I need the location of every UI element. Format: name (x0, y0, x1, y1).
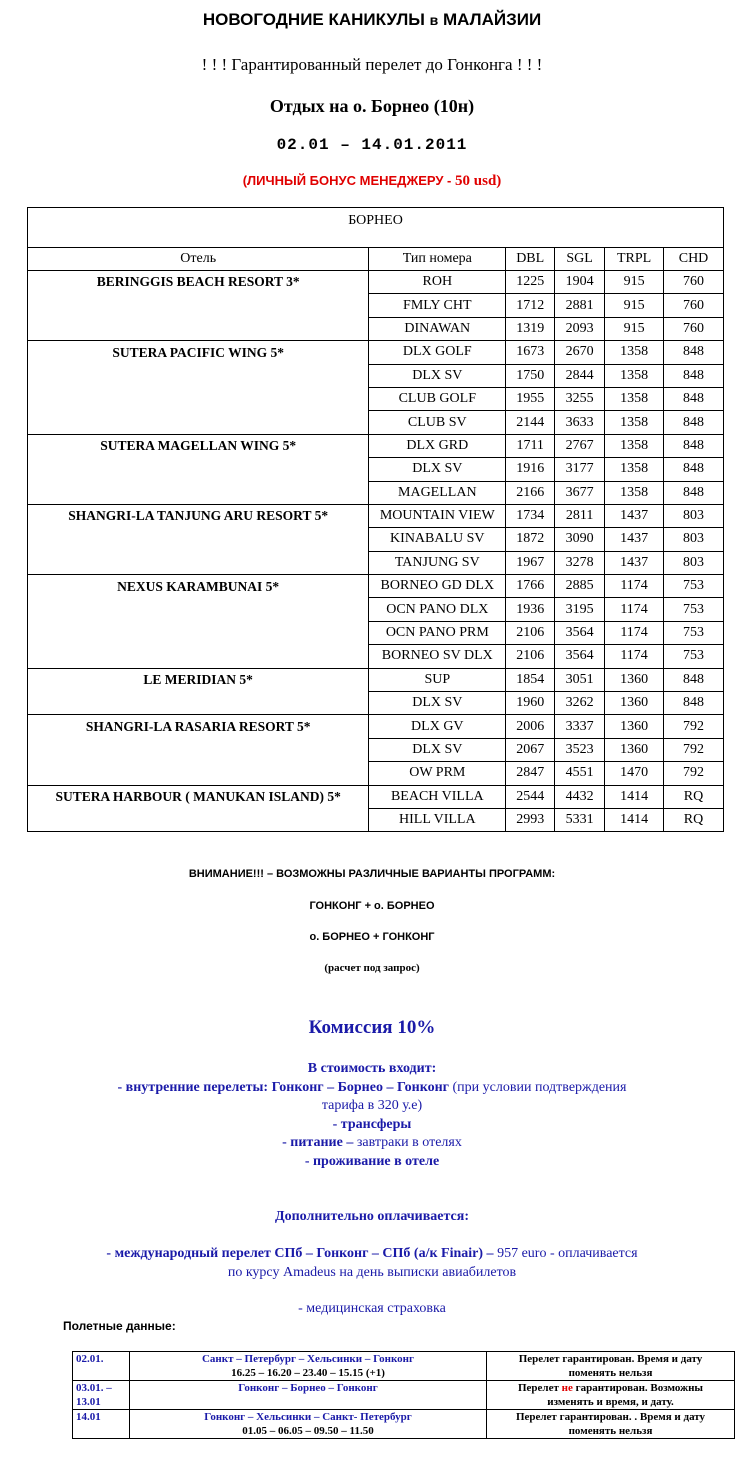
flights-table (72, 1351, 735, 1439)
flight-status (487, 1381, 735, 1410)
table-row (28, 762, 724, 785)
dbl-price-cell: 1712 (506, 294, 555, 317)
includes-item-flights-line2: тарифа в 320 у.е) (321, 1098, 423, 1113)
chd-price-cell: 848 (664, 481, 724, 504)
chd-price-cell: RQ (664, 785, 724, 808)
hotel-cell (28, 621, 369, 644)
flight-status-negation: не (561, 1382, 573, 1394)
room-type-cell: DLX SV (369, 364, 506, 387)
sgl-price-cell: 2670 (555, 341, 605, 364)
region-name: БОРНЕО (28, 208, 724, 248)
extras-item-intl-flight-line2: по курсу Amadeus на день выписки авиабилетов (227, 1264, 517, 1280)
hotel-cell (28, 411, 369, 434)
dbl-price-cell: 2006 (506, 715, 555, 738)
extras-item-intl-flight (0, 1245, 744, 1264)
room-type-cell: FMLY CHT (369, 294, 506, 317)
tour-heading: Отдых на о. Борнео (10н) (269, 96, 475, 116)
hotel-cell (28, 692, 369, 715)
sgl-price-cell: 2767 (555, 434, 605, 457)
flight-status-line2: изменять и время, и дату. (547, 1396, 674, 1408)
flight-route-name: Санкт – Петербург – Хельсинки – Гонконг (201, 1353, 414, 1365)
room-type-cell: DLX GRD (369, 434, 506, 457)
flight-row (73, 1381, 735, 1410)
sgl-price-cell: 3633 (555, 411, 605, 434)
table-header-row (28, 248, 724, 271)
dbl-price-cell: 1673 (506, 341, 555, 364)
trpl-price-cell: 1414 (605, 785, 664, 808)
column-header-sgl: SGL (555, 248, 605, 271)
sgl-price-cell: 3051 (555, 668, 605, 691)
hotel-cell (28, 528, 369, 551)
notice-line-3: о. БОРНЕО + ГОНКОНГ (309, 931, 435, 943)
includes-item-transfers: - трансферы (332, 1116, 412, 1132)
room-type-cell: OW PRM (369, 762, 506, 785)
trpl-price-cell: 1470 (605, 762, 664, 785)
hotel-cell (28, 598, 369, 621)
trpl-price-cell: 1360 (605, 692, 664, 715)
trpl-price-cell: 1437 (605, 528, 664, 551)
hotel-cell (28, 458, 369, 481)
flight-times: 01.05 – 06.05 – 09.50 – 11.50 (242, 1425, 374, 1437)
room-type-cell: BEACH VILLA (369, 785, 506, 808)
table-row (28, 481, 724, 504)
commission: Комиссия 10% (308, 1017, 436, 1038)
chd-price-cell: 848 (664, 387, 724, 410)
hotel-cell (28, 762, 369, 785)
table-row (28, 364, 724, 387)
table-row (28, 528, 724, 551)
includes-item-flights-bold: - внутренние перелеты: Гонконг – Борнео – Гонконг (117, 1079, 450, 1095)
flight-status-line1 (490, 1352, 731, 1366)
trpl-price-cell: 1358 (605, 481, 664, 504)
sgl-price-cell: 3278 (555, 551, 605, 574)
manager-bonus (0, 173, 744, 190)
chd-price-cell: 848 (664, 341, 724, 364)
tour-dates: 02.01 – 14.01.2011 (276, 136, 468, 154)
room-type-cell: DLX GOLF (369, 341, 506, 364)
flight-route (130, 1410, 487, 1439)
hotel-cell (28, 738, 369, 761)
flight-status-line1 (490, 1381, 731, 1395)
extras-item-insurance: - медицинская страховка (298, 1301, 446, 1316)
table-row (28, 668, 724, 691)
trpl-price-cell: 1174 (605, 598, 664, 621)
includes-item-meals-bold: - питание – (282, 1135, 354, 1150)
trpl-price-cell: 1174 (605, 575, 664, 598)
hotel-cell: BERINGGIS BEACH RESORT 3* (28, 271, 369, 294)
chd-price-cell: 792 (664, 715, 724, 738)
hotel-cell (28, 481, 369, 504)
hotel-cell: SUTERA HARBOUR ( MANUKAN ISLAND) 5* (28, 785, 369, 808)
includes-item-accommodation: - проживание в отеле (304, 1153, 440, 1169)
chd-price-cell: 803 (664, 551, 724, 574)
room-type-cell: DLX SV (369, 692, 506, 715)
sgl-price-cell: 3255 (555, 387, 605, 410)
includes-item-flights (0, 1079, 744, 1098)
dbl-price-cell: 2106 (506, 645, 555, 668)
flight-status-text: Перелет (517, 1382, 562, 1394)
sgl-price-cell: 4432 (555, 785, 605, 808)
includes-title: В стоимость входит: (307, 1061, 437, 1076)
room-type-cell: CLUB SV (369, 411, 506, 434)
hotel-cell: SHANGRI-LA RASARIA RESORT 5* (28, 715, 369, 738)
includes-item-meals-rest: завтраки в отелях (353, 1135, 462, 1150)
chd-price-cell: 760 (664, 294, 724, 317)
trpl-price-cell: 1358 (605, 341, 664, 364)
chd-price-cell: 848 (664, 364, 724, 387)
region-row (28, 208, 724, 248)
column-header-room: Тип номера (369, 248, 506, 271)
trpl-price-cell: 915 (605, 294, 664, 317)
sgl-price-cell: 3090 (555, 528, 605, 551)
flight-status-line2: поменять нельзя (568, 1367, 653, 1379)
hotel-cell: LE MERIDIAN 5* (28, 668, 369, 691)
chd-price-cell: 803 (664, 504, 724, 527)
hotel-cell (28, 808, 369, 831)
trpl-price-cell: 1174 (605, 621, 664, 644)
bonus-amount: 50 usd) (455, 173, 502, 189)
flight-date: 14.01 (73, 1410, 130, 1439)
chd-price-cell: 848 (664, 434, 724, 457)
flight-times: 16.25 – 16.20 – 23.40 – 15.15 (+1) (231, 1367, 385, 1379)
extras-title (0, 1208, 744, 1227)
dbl-price-cell: 2106 (506, 621, 555, 644)
sgl-price-cell: 3195 (555, 598, 605, 621)
flight-status-text: Перелет гарантирован. . Время и дату (515, 1411, 706, 1423)
hotel-cell: NEXUS KARAMBUNAI 5* (28, 575, 369, 598)
page-title (0, 10, 744, 30)
sgl-price-cell: 2881 (555, 294, 605, 317)
dbl-price-cell: 1734 (506, 504, 555, 527)
sgl-price-cell: 4551 (555, 762, 605, 785)
room-type-cell: MAGELLAN (369, 481, 506, 504)
column-header-chd: CHD (664, 248, 724, 271)
sgl-price-cell: 3337 (555, 715, 605, 738)
chd-price-cell: 753 (664, 575, 724, 598)
dbl-price-cell: 2144 (506, 411, 555, 434)
sgl-price-cell: 3523 (555, 738, 605, 761)
sgl-price-cell: 2885 (555, 575, 605, 598)
bonus-text: (ЛИЧНЫЙ БОНУС МЕНЕДЖЕРУ - (242, 173, 452, 188)
table-row (28, 387, 724, 410)
dbl-price-cell: 1766 (506, 575, 555, 598)
room-type-cell: CLUB GOLF (369, 387, 506, 410)
hotel-cell (28, 645, 369, 668)
table-row (28, 785, 724, 808)
hotel-cell (28, 294, 369, 317)
dbl-price-cell: 2166 (506, 481, 555, 504)
trpl-price-cell: 1358 (605, 387, 664, 410)
sgl-price-cell: 2811 (555, 504, 605, 527)
table-row (28, 434, 724, 457)
hotel-cell (28, 387, 369, 410)
trpl-price-cell: 1360 (605, 738, 664, 761)
room-type-cell: DINAWAN (369, 317, 506, 340)
trpl-price-cell: 1358 (605, 458, 664, 481)
chd-price-cell: 848 (664, 458, 724, 481)
includes-item-meals (0, 1134, 744, 1153)
table-row (28, 411, 724, 434)
trpl-price-cell: 1360 (605, 715, 664, 738)
flight-row (73, 1352, 735, 1381)
chd-price-cell: 753 (664, 621, 724, 644)
sgl-price-cell: 3564 (555, 645, 605, 668)
trpl-price-cell: 1174 (605, 645, 664, 668)
dbl-price-cell: 2067 (506, 738, 555, 761)
table-row (28, 621, 724, 644)
title-country: МАЛАЙЗИИ (443, 10, 542, 29)
table-row (28, 504, 724, 527)
table-row (28, 575, 724, 598)
chd-price-cell: 792 (664, 762, 724, 785)
chd-price-cell: 760 (664, 317, 724, 340)
chd-price-cell: 792 (664, 738, 724, 761)
room-type-cell: TANJUNG SV (369, 551, 506, 574)
subtitle: ! ! ! Гарантированный перелет до Гонконга ! ! ! (201, 55, 543, 74)
trpl-price-cell: 1437 (605, 504, 664, 527)
notice-line-1: ВНИМАНИЕ!!! – ВОЗМОЖНЫ РАЗЛИЧНЫЕ ВАРИАНТЫ ПРОГРАММ: (188, 868, 556, 880)
extras-title-text: Дополнительно оплачивается: (274, 1209, 469, 1224)
room-type-cell: HILL VILLA (369, 808, 506, 831)
flight-status-text: Перелет гарантирован. Время и дату (518, 1353, 703, 1365)
hotel-cell: SHANGRI-LA TANJUNG ARU RESORT 5* (28, 504, 369, 527)
dbl-price-cell: 1854 (506, 668, 555, 691)
trpl-price-cell: 1358 (605, 434, 664, 457)
sgl-price-cell: 3677 (555, 481, 605, 504)
dbl-price-cell: 2847 (506, 762, 555, 785)
room-type-cell: KINABALU SV (369, 528, 506, 551)
price-table (27, 207, 724, 832)
flight-route-name: Гонконг – Хельсинки – Санкт- Петербург (204, 1411, 412, 1423)
trpl-price-cell: 1358 (605, 411, 664, 434)
notice-line-4: (расчет под запрос) (324, 962, 420, 974)
hotel-cell (28, 551, 369, 574)
table-row (28, 598, 724, 621)
room-type-cell: DLX SV (369, 458, 506, 481)
sgl-price-cell: 3177 (555, 458, 605, 481)
dbl-price-cell: 2544 (506, 785, 555, 808)
sgl-price-cell: 3262 (555, 692, 605, 715)
room-type-cell: BORNEO SV DLX (369, 645, 506, 668)
dbl-price-cell: 1319 (506, 317, 555, 340)
flight-status-text-cont: гарантирован. Возможны (572, 1382, 704, 1394)
extras-section (0, 1245, 744, 1319)
hotel-cell: SUTERA PACIFIC WING 5* (28, 341, 369, 364)
table-row (28, 645, 724, 668)
sgl-price-cell: 5331 (555, 808, 605, 831)
dbl-price-cell: 1967 (506, 551, 555, 574)
dbl-price-cell: 1916 (506, 458, 555, 481)
trpl-price-cell: 1360 (605, 668, 664, 691)
title-main: НОВОГОДНИЕ КАНИКУЛЫ (202, 10, 425, 29)
room-type-cell: ROH (369, 271, 506, 294)
dbl-price-cell: 1960 (506, 692, 555, 715)
table-row (28, 692, 724, 715)
column-header-trpl: TRPL (605, 248, 664, 271)
flight-date: 02.01. (73, 1352, 130, 1381)
table-row (28, 738, 724, 761)
trpl-price-cell: 1358 (605, 364, 664, 387)
table-row (28, 808, 724, 831)
chd-price-cell: 848 (664, 692, 724, 715)
flights-label: Полетные данные: (63, 1319, 176, 1333)
trpl-price-cell: 915 (605, 317, 664, 340)
room-type-cell: SUP (369, 668, 506, 691)
dbl-price-cell: 1750 (506, 364, 555, 387)
includes-section (0, 1060, 744, 1171)
dbl-price-cell: 1225 (506, 271, 555, 294)
dbl-price-cell: 1955 (506, 387, 555, 410)
flight-status-line1 (490, 1410, 731, 1424)
notice-line-2: ГОНКОНГ + о. БОРНЕО (309, 900, 435, 912)
room-type-cell: OCN PANO PRM (369, 621, 506, 644)
hotel-cell: SUTERA MAGELLAN WING 5* (28, 434, 369, 457)
extras-item-intl-flight-rest: 957 euro - оплачивается (493, 1246, 638, 1261)
sgl-price-cell: 1904 (555, 271, 605, 294)
flight-route-name: Гонконг – Борнео – Гонконг (238, 1382, 378, 1394)
column-header-dbl: DBL (506, 248, 555, 271)
chd-price-cell: 760 (664, 271, 724, 294)
room-type-cell: MOUNTAIN VIEW (369, 504, 506, 527)
table-row (28, 271, 724, 294)
dbl-price-cell: 2993 (506, 808, 555, 831)
chd-price-cell: 753 (664, 598, 724, 621)
flight-status (487, 1410, 735, 1439)
trpl-price-cell: 1414 (605, 808, 664, 831)
chd-price-cell: 803 (664, 528, 724, 551)
includes-item-flights-rest: (при условии подтверждения (449, 1079, 627, 1095)
chd-price-cell: 848 (664, 411, 724, 434)
flight-route (130, 1381, 487, 1410)
sgl-price-cell: 3564 (555, 621, 605, 644)
flight-status (487, 1352, 735, 1381)
flight-route (130, 1352, 487, 1381)
table-row (28, 317, 724, 340)
chd-price-cell: 753 (664, 645, 724, 668)
sgl-price-cell: 2093 (555, 317, 605, 340)
hotel-cell (28, 364, 369, 387)
dbl-price-cell: 1711 (506, 434, 555, 457)
room-type-cell: OCN PANO DLX (369, 598, 506, 621)
chd-price-cell: RQ (664, 808, 724, 831)
room-type-cell: BORNEO GD DLX (369, 575, 506, 598)
table-row (28, 294, 724, 317)
room-type-cell: DLX SV (369, 738, 506, 761)
dbl-price-cell: 1936 (506, 598, 555, 621)
sgl-price-cell: 2844 (555, 364, 605, 387)
column-header-hotel: Отель (28, 248, 369, 271)
dbl-price-cell: 1872 (506, 528, 555, 551)
table-row (28, 341, 724, 364)
room-type-cell: DLX GV (369, 715, 506, 738)
table-row (28, 458, 724, 481)
title-in: в (429, 12, 439, 28)
flight-date: 03.01. – 13.01 (73, 1381, 130, 1410)
table-row (28, 551, 724, 574)
table-row (28, 715, 724, 738)
flight-status-line2: поменять нельзя (568, 1425, 653, 1437)
flight-row (73, 1410, 735, 1439)
extras-item-intl-flight-bold: - международный перелет СПб – Гонконг – СПб (а/к Finair) – (106, 1246, 494, 1261)
trpl-price-cell: 1437 (605, 551, 664, 574)
chd-price-cell: 848 (664, 668, 724, 691)
trpl-price-cell: 915 (605, 271, 664, 294)
hotel-cell (28, 317, 369, 340)
